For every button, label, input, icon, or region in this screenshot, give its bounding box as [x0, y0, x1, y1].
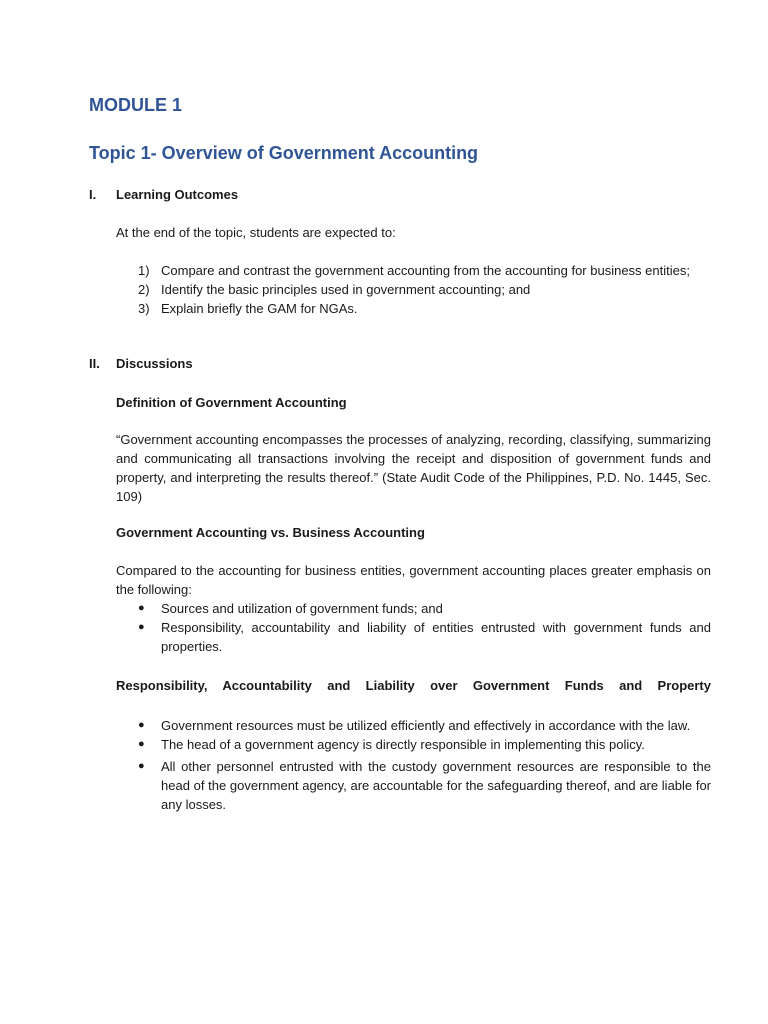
bullet-icon: ● — [138, 738, 145, 750]
section-learning-outcomes-heading — [89, 187, 238, 202]
list-item — [138, 618, 711, 656]
list-item-text: Sources and utilization of government funds; and — [161, 601, 443, 616]
list-item-text: All other personnel entrusted with the custody government resources are responsible to the head of the government agency, are accountable for the safeguarding thereof, and are liable for any losses. — [161, 759, 711, 812]
list-item-text: Explain briefly the GAM for NGAs. — [161, 301, 358, 316]
list-item — [138, 716, 711, 735]
list-marker: 3) — [138, 301, 150, 316]
list-item — [138, 280, 711, 299]
definition-paragraph: “Government accounting encompasses the processes of analyzing, recording, classifying, summarizing and communicating all transactions involving the receipt and disposition of government funds and property, and interpreting the results thereof.” (State Audit Code of the Philippines, P.D. No. 1445, Sec. 109) — [116, 432, 711, 504]
list-item-text: Government resources must be utilized efficiently and effectively in accordance with the law. — [161, 718, 691, 733]
section-number: II. — [89, 356, 100, 371]
list-item-text: Compare and contrast the government accounting from the accounting for business entities; — [161, 263, 690, 278]
bullet-icon: ● — [138, 760, 145, 772]
list-item — [138, 299, 711, 318]
comparison-bullet-list — [138, 599, 711, 656]
section-discussions-heading — [89, 356, 193, 371]
bullet-icon: ● — [138, 602, 145, 614]
comparison-paragraph: Compared to the accounting for business entities, government accounting places greater emphasis on the following: — [116, 563, 711, 597]
list-item-text: The head of a government agency is directly responsible in implementing this policy. — [161, 737, 645, 752]
list-marker: 2) — [138, 282, 150, 297]
list-marker: 1) — [138, 263, 150, 278]
list-item — [138, 599, 711, 618]
list-item-text: Identify the basic principles used in government accounting; and — [161, 282, 531, 297]
list-item-text: Responsibility, accountability and liability of entities entrusted with government funds and properties. — [161, 620, 711, 654]
bullet-icon: ● — [138, 719, 145, 731]
section-title: Learning Outcomes — [116, 187, 239, 202]
section-title: Discussions — [116, 356, 193, 371]
responsibility-heading: Responsibility, Accountability and Liability over Government Funds and Property — [116, 678, 711, 693]
module-title: MODULE 1 — [89, 95, 183, 115]
bullet-icon: ● — [138, 621, 145, 633]
list-item — [138, 757, 711, 814]
topic-title: Topic 1- Overview of Government Accounting — [89, 143, 479, 163]
definition-heading: Definition of Government Accounting — [116, 395, 347, 410]
learning-outcomes-intro: At the end of the topic, students are expected to: — [116, 225, 396, 240]
comparison-heading: Government Accounting vs. Business Accounting — [116, 525, 425, 540]
list-item — [138, 261, 711, 280]
section-number: I. — [89, 187, 97, 202]
responsibility-bullet-list — [138, 716, 711, 814]
learning-outcomes-list — [138, 261, 711, 318]
list-item — [138, 735, 711, 754]
